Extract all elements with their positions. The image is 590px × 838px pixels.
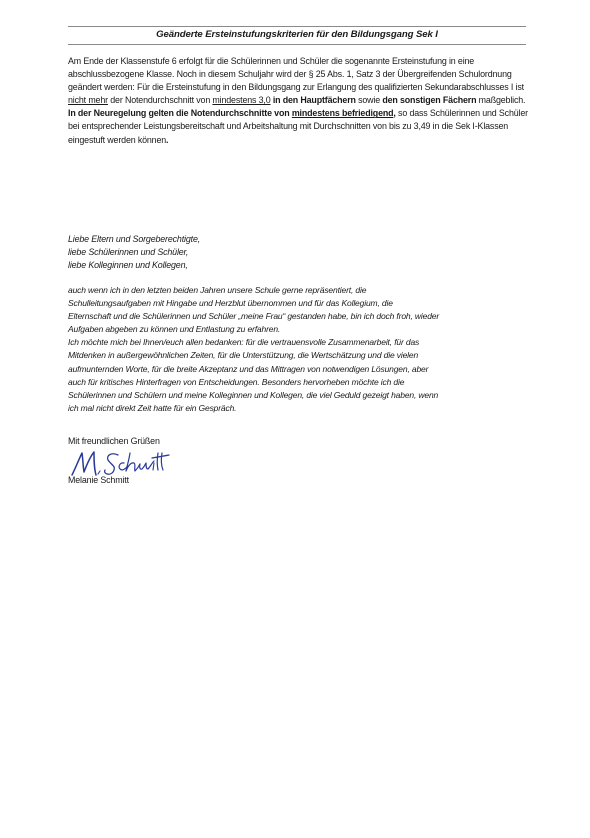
- intro-bold-text: .: [166, 134, 169, 145]
- letter-line: Schulleitungsaufgaben mit Hingabe und Herzblut übernommen und für das Kollegium, die: [68, 298, 393, 309]
- letter-line: Ich möchte mich bei Ihnen/euch allen bedanken: für die vertrauensvolle Zusammenarbeit, für das: [68, 337, 420, 348]
- intro-paragraph: [68, 55, 530, 147]
- letter-line: auch wenn ich in den letzten beiden Jahren unsere Schule gerne repräsentiert, die: [68, 285, 367, 295]
- letter-body: [68, 284, 530, 415]
- letter-line: ich mal nicht direkt Zeit hatte für ein Gespräch.: [68, 402, 237, 413]
- intro-underlined-text: nicht mehr: [68, 95, 108, 106]
- intro-text: der Notendurchschnitt von: [107, 95, 213, 106]
- greeting-block: [68, 233, 530, 272]
- intro-text: maßgeblich.: [476, 95, 526, 106]
- intro-bold-text: in den Hauptfächern: [270, 95, 356, 106]
- intro-text: sowie: [355, 95, 383, 106]
- greeting-line: Liebe Eltern und Sorgeberechtigte,: [68, 234, 201, 244]
- intro-text: Am Ende der Klassenstufe 6 erfolgt für die Schülerinnen und Schüler die sogenannte Ersteinstufung in eine abschlussbezogene Klasse. Noch in diesem Schuljahr wird der § 25 Abs. 1, Satz 3 der Übergreifenden Schulordnung geändert werden: Für die Ersteinstufung in den Bildungsgang zur Erlangung des qualifizierten Sekundarabschlusses I ist: [68, 56, 524, 93]
- letter-line: Aufgaben abgeben zu können und Entlastung zu erfahren.: [68, 324, 281, 335]
- signer-name: Melanie Schmitt: [68, 475, 129, 485]
- greeting-line: liebe Kolleginnen und Kollegen,: [68, 260, 188, 271]
- letter-line: aufmunternden Worte, für die breite Akzeptanz und das Mittragen von notwendigen Lösungen, aber: [68, 363, 429, 374]
- heading-bottom-rule: [68, 44, 526, 45]
- closing-line: Mit freundlichen Grüßen: [68, 436, 160, 446]
- page-title: Geänderte Ersteinstufungskriterien für den Bildungsgang Sek I: [156, 29, 438, 40]
- letter-line: Mitdenken in außergewöhnlichen Zeiten, für die Unterstützung, die Wertschätzung und die vielen: [68, 350, 419, 361]
- heading-top-rule: [68, 26, 526, 27]
- intro-underlined-text: mindestens 3,0: [212, 95, 271, 106]
- intro-bold-text: den sonstigen Fächern: [382, 95, 477, 106]
- letter-line: Schülerinnen und Schülern und meine Kolleginnen und Kollegen, die viel Geduld gezeigt haben, wenn: [68, 389, 439, 400]
- letter-line: auch für kritisches Hinterfragen von Entscheidungen. Besonders hervorheben möchte ich die: [68, 376, 405, 387]
- greeting-line: liebe Schülerinnen und Schüler,: [68, 247, 189, 258]
- letter-line: Elternschaft und die Schülerinnen und Schüler „meine Frau“ gestanden habe, bin ich doch froh, wieder: [68, 311, 440, 322]
- intro-bold-underlined-text: mindestens befriedigend: [291, 108, 394, 119]
- intro-bold-text: In der Neuregelung gelten die Notendurchschnitte von: [68, 108, 292, 119]
- intro-text: so dass Schülerinnen und Schüler bei entsprechender Leistungsbereitschaft und Arbeitshaltung mit Durchschnitten von bis zu 3,49 in die Sek I-Klassen eingestuft werden können: [68, 108, 528, 145]
- intro-bold-text: ,: [393, 108, 396, 119]
